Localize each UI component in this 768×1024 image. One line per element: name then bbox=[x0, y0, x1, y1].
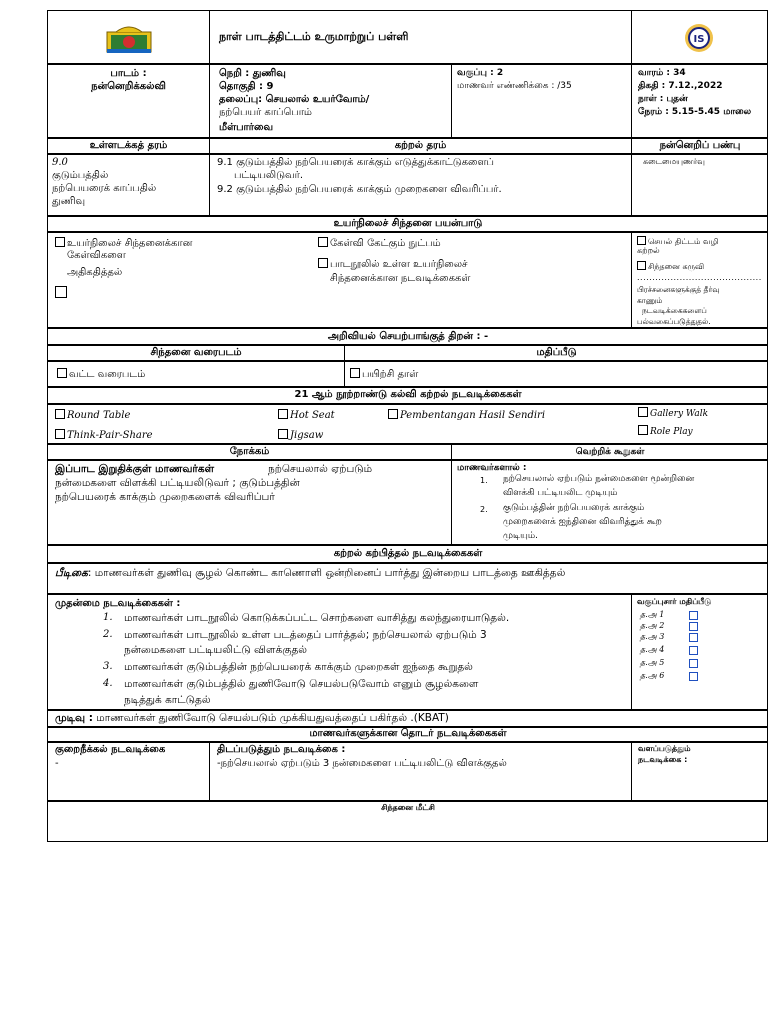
hots-option-problem-3: நடவடிக்கைகளைப் bbox=[642, 306, 707, 315]
hots-option-questioning[interactable]: கேள்வி கேட்கும் நுட்பம் bbox=[318, 237, 441, 250]
criteria-2-number: 2. bbox=[480, 505, 488, 514]
learning-standard-2: 9.2 குடும்பத்தில் நற்பெயரைக் காக்கும் முறைகளை விவரிப்பர். bbox=[217, 184, 502, 195]
moral-value: கடைமையுணர்வு bbox=[643, 157, 705, 166]
think-pair-share-option[interactable]: Think-Pair-Share bbox=[55, 429, 153, 442]
hots-option-project-2: கற்றல் bbox=[637, 246, 660, 255]
dotted-line: ......................................... bbox=[637, 273, 762, 282]
week-line: வாரம் : 34 bbox=[638, 68, 686, 78]
reinforce-value: -நற்செயலால் ஏற்படும் 3 நன்மைகளை பட்டியலிட்டு விளக்குதல் bbox=[217, 758, 507, 769]
activities-header: கற்றல் கற்பித்தல் நடவடிக்கைகள் bbox=[333, 548, 483, 559]
level-4[interactable]: த.அ 4 bbox=[640, 645, 665, 654]
review-label: மீள்பார்வை bbox=[219, 122, 274, 133]
checkbox[interactable] bbox=[318, 258, 328, 268]
hots-empty-checkbox[interactable] bbox=[55, 286, 67, 298]
svg-text:IS: IS bbox=[693, 34, 705, 45]
evaluation-header: மதிப்பீடு bbox=[536, 347, 577, 358]
topic-line: தலைப்பு: செயலால் உயர்வோம்/ bbox=[219, 94, 370, 105]
remedial-value: - bbox=[55, 758, 59, 769]
content-standard-header: உள்ளடக்கத் தரம் bbox=[89, 140, 168, 151]
criteria-1-number: 1. bbox=[480, 476, 488, 485]
century-header: 21 ஆம் நூற்றாண்டு கல்வி கற்றல் நடவடிக்கைகள் bbox=[294, 389, 522, 400]
checkbox[interactable] bbox=[637, 236, 646, 245]
students-line: மாணவர் எண்ணிக்கை : /35 bbox=[457, 81, 572, 91]
success-criteria-header: வெற்றிக் கூறுகள் bbox=[575, 447, 645, 457]
hots-option-problem-2: காணும் bbox=[637, 296, 663, 305]
content-standard-line-2: குடும்பத்தில் bbox=[52, 170, 109, 181]
checkbox[interactable] bbox=[57, 368, 67, 378]
science-header: அறிவியல் செயற்பாங்குத் திறன் : - bbox=[327, 331, 489, 342]
checkbox[interactable] bbox=[278, 409, 288, 419]
hots-option-questions-2: கேள்விகளை bbox=[67, 250, 126, 261]
hots-option-thinking-tool[interactable]: சிந்தனை கருவி bbox=[637, 261, 704, 272]
level-6[interactable]: த.அ 6 bbox=[640, 671, 665, 680]
hots-option-questions-3: அதிகதித்தல் bbox=[67, 267, 123, 278]
unit-line: தொகுதி : 9 bbox=[219, 81, 274, 92]
role-play-option[interactable]: Role Play bbox=[638, 425, 693, 438]
hots-option-problem: பிரச்சனைகளுக்குத் தீர்வு bbox=[637, 285, 720, 294]
pembentangan-option[interactable]: Pembentangan Hasil Sendiri bbox=[388, 409, 545, 422]
classroom-eval-header: வகுப்புசார் மதிப்பீடு bbox=[637, 597, 712, 606]
closure-line: முடிவு : மாணவர்கள் துணிவோடு செயல்படும் முக்கியதுவத்தைப் பகிர்தல் .(KBAT) bbox=[55, 712, 449, 724]
checkbox[interactable] bbox=[55, 237, 65, 247]
hots-option-textbook-2: சிந்தனைக்கான நடவடிக்கைகள் bbox=[330, 273, 471, 284]
moral-value-header: நன்னெறிப் பண்பு bbox=[659, 140, 741, 151]
activity-4b: நடித்துக் காட்டுதல் bbox=[124, 694, 211, 706]
checkbox[interactable] bbox=[55, 429, 65, 439]
criteria-2a: குடும்பத்தின் நற்பெயரைக் காக்கும் bbox=[503, 503, 645, 513]
checkbox[interactable] bbox=[318, 237, 328, 247]
main-activities-label: முதன்மை நடவடிக்கைகள் : bbox=[55, 598, 181, 609]
level-2[interactable]: த.அ 2 bbox=[640, 621, 665, 630]
content-standard-code: 9.0 bbox=[52, 157, 68, 168]
reflection-header: சிந்தனை மீட்சி bbox=[381, 803, 435, 812]
school-logo-icon bbox=[106, 22, 152, 54]
activity-1-number: 1. bbox=[103, 612, 113, 623]
checkbox[interactable] bbox=[278, 429, 288, 439]
gallery-walk-option[interactable]: Gallery Walk bbox=[638, 407, 708, 420]
thinking-map-header: சிந்தனை வரைபடம் bbox=[150, 347, 242, 358]
activity-1: மாணவர்கள் பாடநூலில் கொடுக்கப்பட்ட சொற்களை வாசித்து கலந்துரையாடுதல். bbox=[124, 612, 510, 624]
induction-line: பீடிகை: மாணவர்கள் துணிவு சூழல் கொண்ட காணொளி ஒன்றினைப் பார்த்து இன்றைய பாடத்தை ஊகித்தல் bbox=[55, 567, 566, 579]
objective-line-1a: இப்பாட இறுதிக்குள் மாணவர்கள் bbox=[55, 463, 215, 475]
time-line: நேரம் : 5.15-5.45 மாலை bbox=[638, 107, 752, 117]
followup-header: மாணவர்களுக்கான தொடர் நடவடிக்கைகள் bbox=[309, 728, 507, 739]
content-standard-line-3: நற்பெயரைக் காப்பதில் bbox=[52, 183, 157, 194]
level-5[interactable]: த.அ 5 bbox=[640, 658, 665, 667]
checkbox[interactable] bbox=[638, 425, 648, 435]
jigsaw-option[interactable]: Jigsaw bbox=[278, 429, 323, 442]
reinforce-label: திடப்படுத்தும் நடவடிக்கை : bbox=[217, 744, 346, 755]
activity-2a: மாணவர்கள் பாடநூலில் உள்ள படத்தைப் பார்த்தல்; நற்செயலால் ஏற்படும் 3 bbox=[124, 629, 487, 641]
level-4-checkbox[interactable] bbox=[689, 646, 698, 655]
day-line: நாள் : புதன் bbox=[638, 94, 688, 104]
level-1-checkbox[interactable] bbox=[689, 611, 698, 620]
level-5-checkbox[interactable] bbox=[689, 659, 698, 668]
criteria-1b: விளக்கி பட்டியலிட முடியும் bbox=[503, 488, 618, 498]
checkbox[interactable] bbox=[388, 409, 398, 419]
activity-4a: மாணவர்கள் குடும்பத்தில் துணிவோடு செயல்படுவோம் எனும் சூழல்களை bbox=[124, 678, 479, 690]
activity-2b: நன்மைகளை பட்டியலிட்டு விளக்குதல் bbox=[124, 644, 308, 656]
checkbox[interactable] bbox=[350, 368, 360, 378]
hots-option-problem-4: பல்வகைப்படுத்துதல். bbox=[637, 317, 711, 326]
level-3-checkbox[interactable] bbox=[689, 633, 698, 642]
activity-2-number: 2. bbox=[103, 629, 113, 640]
objective-line-3: நற்பெயரைக் காக்கும் முறைகளைக் விவரிப்பர் bbox=[55, 491, 275, 503]
badge-logo-icon bbox=[684, 23, 714, 53]
criteria-intro: மாணவர்களால் : bbox=[457, 463, 527, 473]
hots-option-textbook[interactable]: பாடநூலில் உள்ள உயர்நிலைச் bbox=[318, 258, 468, 271]
round-table-option[interactable]: Round Table bbox=[55, 409, 130, 422]
level-6-checkbox[interactable] bbox=[689, 672, 698, 681]
remedial-label: குறைநீக்கல் நடவடிக்கை bbox=[55, 744, 166, 755]
hots-option-project[interactable]: செயல் திட்டம் வழி bbox=[637, 236, 719, 247]
page-title: நாள் பாடத்திட்டம் உருமாற்றுப் பள்ளி bbox=[219, 30, 409, 43]
hot-seat-option[interactable]: Hot Seat bbox=[278, 409, 335, 422]
date-line: திகதி : 7.12.,2022 bbox=[638, 81, 723, 91]
hots-header: உயர்நிலைச் சிந்தனை பயன்பாடு bbox=[333, 218, 483, 229]
activity-3-number: 3. bbox=[103, 661, 113, 672]
enrich-label-2: நடவடிக்கை : bbox=[638, 755, 688, 764]
level-1[interactable]: த.அ 1 bbox=[640, 610, 665, 619]
subject-value: நன்னெறிக்கல்வி bbox=[91, 81, 166, 92]
checkbox[interactable] bbox=[55, 409, 65, 419]
checkbox[interactable] bbox=[638, 407, 648, 417]
learning-standard-1b: பட்டியலிடுவர். bbox=[234, 170, 304, 181]
criteria-1a: நற்செயலால் ஏற்படும் நன்மைகளை மூன்றினை bbox=[503, 474, 695, 484]
value-line: நெறி : துணிவு bbox=[219, 68, 286, 79]
activity-4-number: 4. bbox=[103, 678, 113, 689]
level-2-checkbox[interactable] bbox=[689, 622, 698, 631]
topic-line-2: நற்பெயர் காப்பொம் bbox=[219, 107, 312, 118]
hots-option-questions[interactable]: உயர்நிலைச் சிந்தனைக்கான bbox=[55, 237, 192, 250]
criteria-2b: முறைகளைக் ஐந்தினை விவரித்துக் கூற bbox=[503, 517, 662, 527]
enrich-label: வளப்படுத்தும் bbox=[638, 744, 691, 753]
evaluation-option[interactable]: பயிற்சி தாள் bbox=[350, 368, 418, 381]
objective-header: நோக்கம் bbox=[229, 446, 270, 457]
content-standard-line-4: துணிவு bbox=[52, 196, 86, 207]
level-3[interactable]: த.அ 3 bbox=[640, 632, 665, 641]
subject-label: பாடம் : bbox=[110, 68, 147, 79]
learning-standard-1: 9.1 குடும்பத்தில் நற்பெயரைக் காக்கும் எடுத்துக்காட்டுகளைப் bbox=[217, 157, 494, 168]
thinking-map-option[interactable]: வட்ட வரைபடம் bbox=[57, 368, 145, 381]
class-line: வகுப்பு : 2 bbox=[457, 68, 504, 78]
criteria-2c: முடியும். bbox=[503, 531, 538, 541]
activity-3: மாணவர்கள் குடும்பத்தின் நற்பெயரைக் காக்கும் முறைகள் ஐந்தை கூறுதல் bbox=[124, 661, 473, 673]
learning-standard-header: கற்றல் தரம் bbox=[394, 140, 447, 151]
checkbox[interactable] bbox=[637, 261, 646, 270]
objective-line-2: நன்மைகளை விளக்கி பட்டியலிடுவர் ; குடும்பத்தின் bbox=[55, 477, 300, 489]
objective-line-1b: நற்செயலால் ஏற்படும் bbox=[268, 463, 373, 475]
